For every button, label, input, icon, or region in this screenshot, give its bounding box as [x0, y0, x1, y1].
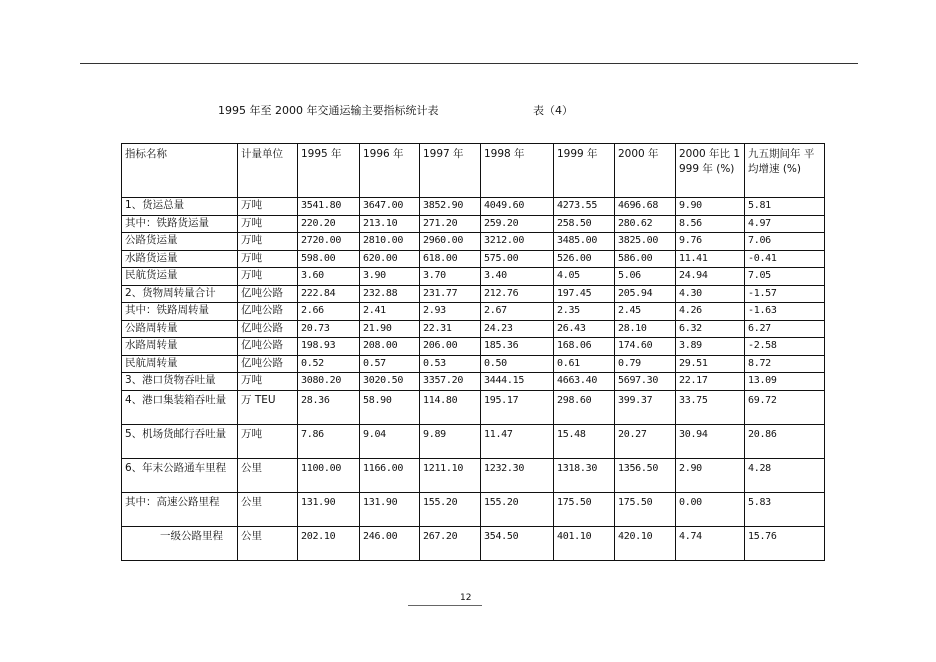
value-2000: 4696.68: [615, 198, 676, 216]
value-1996: 213.10: [360, 215, 420, 233]
value-1997: 2960.00: [420, 233, 481, 251]
page-number: 12: [460, 593, 472, 603]
col-header-2000: 2000 年: [615, 144, 676, 198]
value-1996: 9.04: [360, 424, 420, 458]
value-1997: 3.70: [420, 268, 481, 286]
value-yoy: 8.56: [676, 215, 745, 233]
value-avg-growth: 6.27: [745, 320, 825, 338]
indicator-name: 水路货运量: [122, 250, 238, 268]
indicator-name: 3、港口货物吞吐量: [122, 373, 238, 391]
table-row: [122, 303, 825, 321]
value-avg-growth: -1.57: [745, 285, 825, 303]
value-1995: 0.52: [298, 355, 360, 373]
unit: 公里: [238, 492, 298, 526]
indicator-name: 一级公路里程: [122, 526, 238, 560]
value-1995: 3541.80: [298, 198, 360, 216]
col-header-indicator: 指标名称: [122, 144, 238, 198]
unit: 万吨: [238, 198, 298, 216]
value-1997: 114.80: [420, 390, 481, 424]
unit: 万吨: [238, 424, 298, 458]
unit: 万吨: [238, 250, 298, 268]
value-1998: 195.17: [481, 390, 554, 424]
value-yoy: 2.90: [676, 458, 745, 492]
value-1999: 4.05: [554, 268, 615, 286]
table-row: [122, 285, 825, 303]
value-1999: 298.60: [554, 390, 615, 424]
value-1995: 3080.20: [298, 373, 360, 391]
value-1999: 2.35: [554, 303, 615, 321]
table-number: 表（4）: [533, 104, 573, 117]
value-1997: 618.00: [420, 250, 481, 268]
unit: 万吨: [238, 233, 298, 251]
value-1996: 2810.00: [360, 233, 420, 251]
value-1999: 15.48: [554, 424, 615, 458]
value-avg-growth: 5.83: [745, 492, 825, 526]
unit: 亿吨公路: [238, 355, 298, 373]
value-avg-growth: -0.41: [745, 250, 825, 268]
value-avg-growth: 4.97: [745, 215, 825, 233]
value-1995: 598.00: [298, 250, 360, 268]
value-1995: 198.93: [298, 338, 360, 356]
table-row: [122, 338, 825, 356]
value-2000: 280.62: [615, 215, 676, 233]
value-2000: 420.10: [615, 526, 676, 560]
value-1997: 0.53: [420, 355, 481, 373]
value-1997: 3357.20: [420, 373, 481, 391]
unit: 公里: [238, 526, 298, 560]
value-avg-growth: 20.86: [745, 424, 825, 458]
value-yoy: 6.32: [676, 320, 745, 338]
col-header-yoy: 2000 年比 1999 年 (%): [676, 144, 745, 198]
footer-rule: [408, 605, 482, 606]
value-1998: 2.67: [481, 303, 554, 321]
value-avg-growth: 69.72: [745, 390, 825, 424]
value-2000: 174.60: [615, 338, 676, 356]
value-yoy: 3.89: [676, 338, 745, 356]
indicator-name: 5、机场货邮行吞吐量: [122, 424, 238, 458]
col-header-1998: 1998 年: [481, 144, 554, 198]
value-1999: 401.10: [554, 526, 615, 560]
value-1998: 155.20: [481, 492, 554, 526]
value-1999: 175.50: [554, 492, 615, 526]
value-yoy: 29.51: [676, 355, 745, 373]
table-row: [122, 390, 825, 424]
indicator-name: 其中：高速公路里程: [122, 492, 238, 526]
value-1998: 1232.30: [481, 458, 554, 492]
value-2000: 205.94: [615, 285, 676, 303]
value-2000: 5697.30: [615, 373, 676, 391]
table-row: [122, 373, 825, 391]
value-1999: 197.45: [554, 285, 615, 303]
col-header-avg-growth: 九五期间年 平均增速 (%): [745, 144, 825, 198]
value-avg-growth: 5.81: [745, 198, 825, 216]
value-avg-growth: 4.28: [745, 458, 825, 492]
unit: 亿吨公路: [238, 285, 298, 303]
value-2000: 5.06: [615, 268, 676, 286]
col-header-1997: 1997 年: [420, 144, 481, 198]
unit: 亿吨公路: [238, 338, 298, 356]
indicator-name: 2、货物周转量合计: [122, 285, 238, 303]
indicator-name: 公路周转量: [122, 320, 238, 338]
value-1999: 258.50: [554, 215, 615, 233]
table-row: [122, 198, 825, 216]
table-row: [122, 424, 825, 458]
value-yoy: 33.75: [676, 390, 745, 424]
value-1999: 26.43: [554, 320, 615, 338]
value-1996: 58.90: [360, 390, 420, 424]
value-1998: 3212.00: [481, 233, 554, 251]
value-1995: 1100.00: [298, 458, 360, 492]
indicator-name: 民航周转量: [122, 355, 238, 373]
value-2000: 1356.50: [615, 458, 676, 492]
table-row: [122, 355, 825, 373]
value-1997: 3852.90: [420, 198, 481, 216]
value-1997: 155.20: [420, 492, 481, 526]
value-1998: 4049.60: [481, 198, 554, 216]
unit: 公里: [238, 458, 298, 492]
value-1996: 21.90: [360, 320, 420, 338]
value-1998: 259.20: [481, 215, 554, 233]
value-1995: 202.10: [298, 526, 360, 560]
table-row: [122, 492, 825, 526]
value-yoy: 4.30: [676, 285, 745, 303]
value-yoy: 9.90: [676, 198, 745, 216]
value-yoy: 24.94: [676, 268, 745, 286]
col-header-1995: 1995 年: [298, 144, 360, 198]
value-1997: 2.93: [420, 303, 481, 321]
value-1999: 526.00: [554, 250, 615, 268]
value-1997: 1211.10: [420, 458, 481, 492]
value-1997: 9.89: [420, 424, 481, 458]
value-1999: 3485.00: [554, 233, 615, 251]
value-2000: 0.79: [615, 355, 676, 373]
indicator-name: 6、年末公路通车里程: [122, 458, 238, 492]
value-1999: 0.61: [554, 355, 615, 373]
value-1996: 208.00: [360, 338, 420, 356]
value-2000: 20.27: [615, 424, 676, 458]
value-1995: 131.90: [298, 492, 360, 526]
value-1997: 271.20: [420, 215, 481, 233]
value-1998: 3444.15: [481, 373, 554, 391]
value-1998: 575.00: [481, 250, 554, 268]
indicator-name: 公路货运量: [122, 233, 238, 251]
table-row: [122, 215, 825, 233]
col-header-unit: 计量单位: [238, 144, 298, 198]
value-1999: 4663.40: [554, 373, 615, 391]
value-2000: 175.50: [615, 492, 676, 526]
value-1999: 4273.55: [554, 198, 615, 216]
indicator-name: 1、货运总量: [122, 198, 238, 216]
value-1997: 206.00: [420, 338, 481, 356]
value-2000: 3825.00: [615, 233, 676, 251]
indicator-name: 民航货运量: [122, 268, 238, 286]
value-avg-growth: 15.76: [745, 526, 825, 560]
value-avg-growth: 7.05: [745, 268, 825, 286]
value-1995: 222.84: [298, 285, 360, 303]
value-1996: 3.90: [360, 268, 420, 286]
value-avg-growth: 7.06: [745, 233, 825, 251]
value-1996: 3020.50: [360, 373, 420, 391]
value-avg-growth: -2.58: [745, 338, 825, 356]
unit: 万 TEU: [238, 390, 298, 424]
value-1998: 24.23: [481, 320, 554, 338]
value-1999: 168.06: [554, 338, 615, 356]
value-1995: 3.60: [298, 268, 360, 286]
document-title: 1995 年至 2000 年交通运输主要指标统计表: [218, 104, 439, 117]
value-1996: 232.88: [360, 285, 420, 303]
value-yoy: 0.00: [676, 492, 745, 526]
table-row: [122, 250, 825, 268]
value-1998: 3.40: [481, 268, 554, 286]
unit: 亿吨公路: [238, 320, 298, 338]
value-1995: 220.20: [298, 215, 360, 233]
value-1995: 28.36: [298, 390, 360, 424]
value-1995: 20.73: [298, 320, 360, 338]
value-1998: 212.76: [481, 285, 554, 303]
value-avg-growth: 8.72: [745, 355, 825, 373]
value-1996: 2.41: [360, 303, 420, 321]
unit: 万吨: [238, 268, 298, 286]
value-1997: 231.77: [420, 285, 481, 303]
value-yoy: 30.94: [676, 424, 745, 458]
value-1996: 246.00: [360, 526, 420, 560]
value-yoy: 4.74: [676, 526, 745, 560]
value-1997: 22.31: [420, 320, 481, 338]
value-1998: 0.50: [481, 355, 554, 373]
value-1998: 185.36: [481, 338, 554, 356]
value-1995: 2.66: [298, 303, 360, 321]
value-2000: 2.45: [615, 303, 676, 321]
value-2000: 399.37: [615, 390, 676, 424]
value-1999: 1318.30: [554, 458, 615, 492]
unit: 万吨: [238, 215, 298, 233]
value-yoy: 9.76: [676, 233, 745, 251]
value-1997: 267.20: [420, 526, 481, 560]
table-row: [122, 268, 825, 286]
value-1995: 7.86: [298, 424, 360, 458]
value-1998: 11.47: [481, 424, 554, 458]
value-1996: 3647.00: [360, 198, 420, 216]
value-1996: 620.00: [360, 250, 420, 268]
statistics-table: [121, 143, 825, 561]
table-header-row: [122, 144, 825, 198]
value-avg-growth: -1.63: [745, 303, 825, 321]
header-rule: [80, 63, 858, 64]
value-1998: 354.50: [481, 526, 554, 560]
unit: 亿吨公路: [238, 303, 298, 321]
indicator-name: 水路周转量: [122, 338, 238, 356]
value-yoy: 4.26: [676, 303, 745, 321]
value-yoy: 11.41: [676, 250, 745, 268]
value-2000: 586.00: [615, 250, 676, 268]
table-row: [122, 458, 825, 492]
indicator-name: 其中：铁路周转量: [122, 303, 238, 321]
value-yoy: 22.17: [676, 373, 745, 391]
value-avg-growth: 13.09: [745, 373, 825, 391]
col-header-1999: 1999 年: [554, 144, 615, 198]
indicator-name: 其中：铁路货运量: [122, 215, 238, 233]
value-1995: 2720.00: [298, 233, 360, 251]
value-1996: 131.90: [360, 492, 420, 526]
value-2000: 28.10: [615, 320, 676, 338]
col-header-1996: 1996 年: [360, 144, 420, 198]
table-row: [122, 320, 825, 338]
value-1996: 1166.00: [360, 458, 420, 492]
indicator-name: 4、港口集装箱吞吐量: [122, 390, 238, 424]
table-row: [122, 233, 825, 251]
value-1996: 0.57: [360, 355, 420, 373]
table-row: [122, 526, 825, 560]
unit: 万吨: [238, 373, 298, 391]
